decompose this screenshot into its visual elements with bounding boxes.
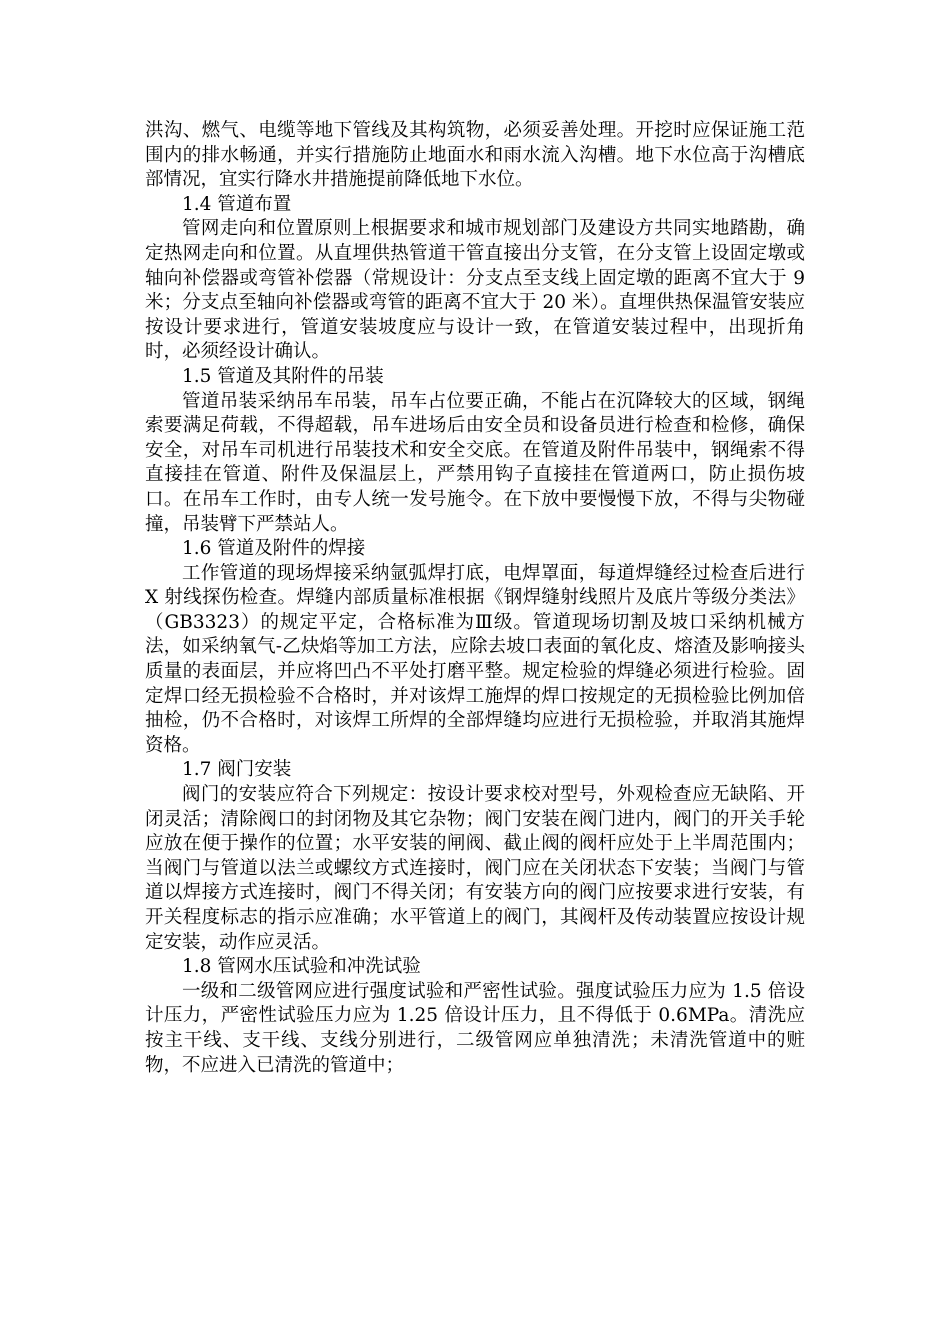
section-heading-1-8: 1.8 管网水压试验和冲洗试验 <box>182 956 421 978</box>
paragraph-lifting: 管道吊装采纳吊车吊装，吊车占位要正确，不能占在沉降较大的区域，钢绳索要满足荷载，不得超载，吊车进场后由安全员和设备员进行检查和检修，确保安全，对吊车司机进行吊装技术和安全交底。在管道及附件吊装中，钢绳索不得直接挂在管道、附件及保温层上，严禁用钩子直接挂在管道两口，防止损伤坡口。在吊车工作时，由专人统一发号施令。在下放中要慢慢下放，不得与尖物碰撞，吊装臂下严禁站人。 <box>145 390 805 535</box>
section-heading-1-5: 1.5 管道及其附件的吊装 <box>182 365 384 387</box>
paragraph-pressure-test: 一级和二级管网应进行强度试验和严密性试验。强度试验压力应为 1.5 倍设计压力，严密性试验压力应为 1.25 倍设计压力，且不得低于 0.6MPa。清洗应按主干线、支干线、支线分别进行，二级管网应单独清洗；未清洗管道中的赃物，不应进入已清洗的管道中； <box>145 980 805 1076</box>
document-page <box>145 119 805 1078</box>
section-heading-1-6: 1.6 管道及附件的焊接 <box>182 538 366 560</box>
paragraph-welding: 工作管道的现场焊接采纳氩弧焊打底，电焊罩面，每道焊缝经过检查后进行 X 射线探伤检查。焊缝内部质量标准根据《钢焊缝射线照片及底片等级分类法》（GB3323）的规定平定，合格标准为Ⅲ级。管道现场切割及坡口采纳机械方法，如采纳氧气-乙炔焰等加工方法，应除去坡口表面的氧化皮、熔渣及影响接头质量的表面层，并应将凹凸不平处打磨平整。规定检验的焊缝必须进行检验。固定焊口经无损检验不合格时，并对该焊工施焊的焊口按规定的无损检验比例加倍抽检，仍不合格时，对该焊工所焊的全部焊缝均应进行无损检验，并取消其施焊资格。 <box>145 562 805 756</box>
paragraph-trench-drainage: 洪沟、燃气、电缆等地下管线及其构筑物，必须妥善处理。开挖时应保证施工范围内的排水畅通，并实行措施防止地面水和雨水流入沟槽。地下水位高于沟槽底部情况，宜实行降水井措施提前降低地下水位。 <box>145 120 805 191</box>
section-heading-1-7: 1.7 阀门安装 <box>182 759 292 781</box>
paragraph-valve-installation: 阀门的安装应符合下列规定：按设计要求校对型号，外观检查应无缺陷、开闭灵活；清除阀口的封闭物及其它杂物；阀门安装在阀门进内，阀门的开关手轮应放在便于操作的位置；水平安装的闸阀、截止阀的阀杆应处于上半周范围内；当阀门与管道以法兰或螺纹方式连接时，阀门应在关闭状态下安装；当阀门与管道以焊接方式连接时，阀门不得关闭；有安装方向的阀门应按要求进行安装，有开关程度标志的指示应准确；水平管道上的阀门，其阀杆及传动装置应按设计规定安装，动作应灵活。 <box>145 784 805 953</box>
paragraph-pipe-layout: 管网走向和位置原则上根据要求和城市规划部门及建设方共同实地踏勘，确定热网走向和位置。从直埋供热管道干管直接出分支管，在分支管上设固定墩或轴向补偿器或弯管补偿器（常规设计：分支点至支线上固定墩的距离不宜大于 9 米；分支点至轴向补偿器或弯管的距离不宜大于 20 米）。直埋供热保温管安装应按设计要求进行，管道安装坡度应与设计一致，在管道安装过程中，出现折角时，必须经设计确认。 <box>145 218 805 363</box>
section-heading-1-4: 1.4 管道布置 <box>182 193 292 215</box>
